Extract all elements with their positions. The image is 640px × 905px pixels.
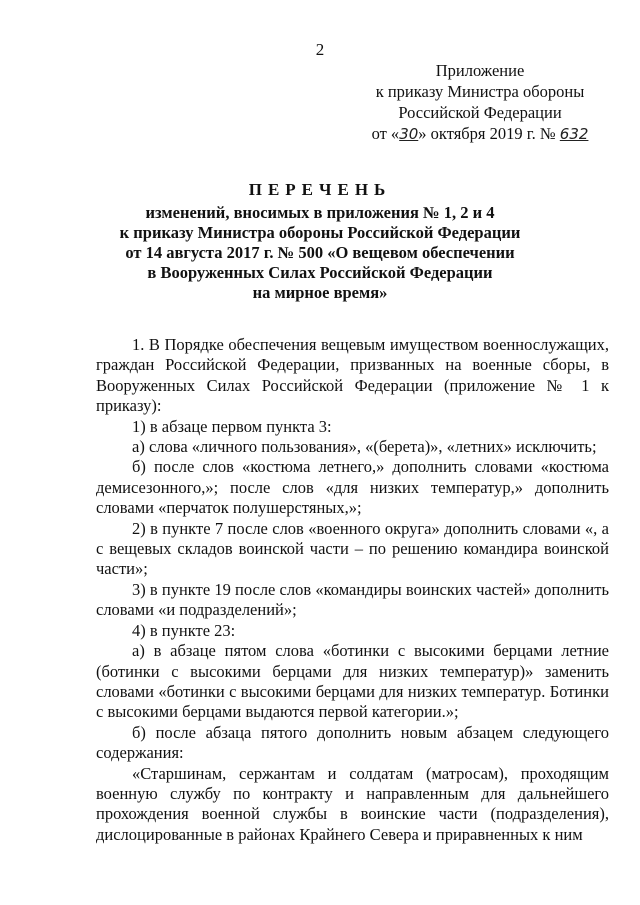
paragraph: 2) в пункте 7 после слов «военного округа» дополнить словами «, а с вещевых складов воинской части – по решению командира воинской части»;	[96, 518, 609, 579]
document-title: ПЕРЕЧЕНЬ	[248, 180, 392, 199]
subtitle-line: к приказу Министра обороны Российской Федерации	[119, 223, 521, 242]
paragraph: б) после слов «костюма летнего,» дополнить словами «костюма демисезонного,»; после слов «для низких температур,» дополнить словами «перчаток полушерстяных,»;	[96, 457, 609, 518]
appendix-country: Российской Федерации	[398, 103, 562, 122]
document-body	[96, 335, 609, 845]
subtitle-line: от 14 августа 2017 г. № 500 «О вещевом обеспечении	[125, 243, 515, 262]
date-middle: » октября 2019 г. №	[418, 124, 556, 143]
paragraph: а) слова «личного пользования», «(берета)», «летних» исключить;	[132, 437, 597, 457]
subtitle-line: на мирное время»	[252, 283, 388, 302]
handwritten-order-number: 632	[559, 125, 589, 143]
subtitle-line: изменений, вносимых в приложения № 1, 2 и 4	[145, 203, 495, 222]
page-number: 2	[315, 40, 325, 59]
appendix-date-line	[330, 123, 630, 145]
paragraph: б) после абзаца пятого дополнить новым абзацем следующего содержания:	[96, 722, 609, 763]
paragraph: а) в абзаце пятом слова «ботинки с высокими берцами летние (ботинки с высокими берцами для низких температур)» заменить словами «ботинки с высокими берцами для низких температур. Ботинки с высокими берцами выдаются первой категории.»;	[96, 641, 609, 722]
appendix-header	[330, 60, 630, 145]
document-subtitle	[110, 203, 530, 303]
appendix-order-ref: к приказу Министра обороны	[375, 82, 585, 101]
paragraph: 4) в пункте 23:	[132, 620, 236, 640]
date-prefix: от «	[371, 124, 400, 143]
paragraph: 3) в пункте 19 после слов «командиры воинских частей» дополнить словами «и подразделений»;	[96, 579, 609, 620]
paragraph: 1) в абзаце первом пункта 3:	[132, 416, 332, 436]
appendix-label: Приложение	[435, 61, 525, 80]
paragraph: 1. В Порядке обеспечения вещевым имуществом военнослужащих, граждан Российской Федерации, призванных на военные сборы, в Вооруженных Силах Российской Федерации (приложение № 1 к приказу):	[96, 335, 609, 416]
handwritten-day: 30	[399, 125, 419, 143]
subtitle-line: в Вооруженных Силах Российской Федерации	[147, 263, 493, 282]
paragraph: «Старшинам, сержантам и солдатам (матросам), проходящим военную службу по контракту и направленным для дальнейшего прохождения военной службы в воинские части (подразделения), дислоцированные в районах Крайнего Севера и приравненных к ним	[96, 763, 609, 844]
